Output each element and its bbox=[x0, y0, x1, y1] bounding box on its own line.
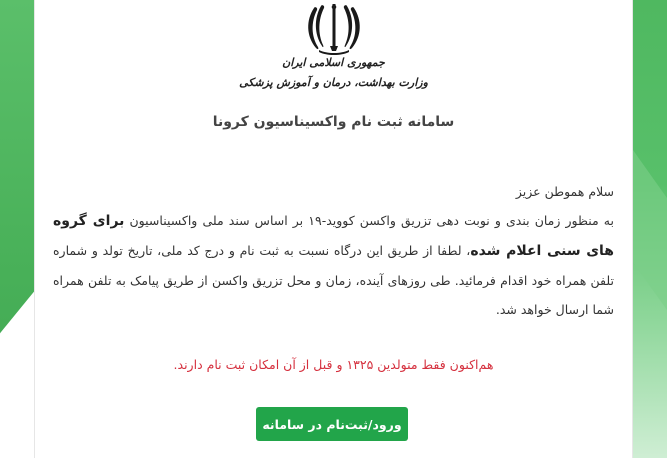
eligibility-notice: هم‌اکنون فقط متولدین ۱۳۲۵ و قبل از آن امکان ثبت نام دارند. bbox=[173, 357, 494, 372]
intro-bold: برای گروه های سنی اعلام شده bbox=[53, 213, 615, 259]
login-register-button[interactable]: ورود/ثبت‌نام در سامانه bbox=[256, 407, 408, 441]
intro-part-1: به منظور زمان بندی و نوبت دهی تزریق واکسن کووید-۱۹ بر اساس سند ملی واکسیناسیون bbox=[124, 213, 614, 228]
page-title: سامانه ثبت نام واکسیناسیون کرونا bbox=[212, 114, 455, 130]
header-line-2: وزارت بهداشت، درمان و آموزش پزشکی bbox=[239, 76, 428, 89]
header-line-1: جمهوری اسلامی ایران bbox=[282, 56, 385, 69]
intro-paragraph bbox=[53, 206, 614, 324]
intro-part-2: ، لطفا از طریق این درگاه نسبت به ثبت نام و درج کد ملی، تاریخ تولد و شماره تلفن همراه خود اقدام فرمائید. طی روزهای آینده، زمان و محل تزریق واکسن از طریق پیامک به تلفن همراه شما ارسال خواهد شد. bbox=[53, 243, 614, 317]
greeting: سلام هموطن عزیز bbox=[515, 184, 614, 199]
iran-emblem-icon bbox=[305, 2, 363, 56]
intro-text bbox=[53, 177, 614, 324]
main-card bbox=[34, 0, 633, 458]
emblem-container bbox=[35, 2, 632, 56]
